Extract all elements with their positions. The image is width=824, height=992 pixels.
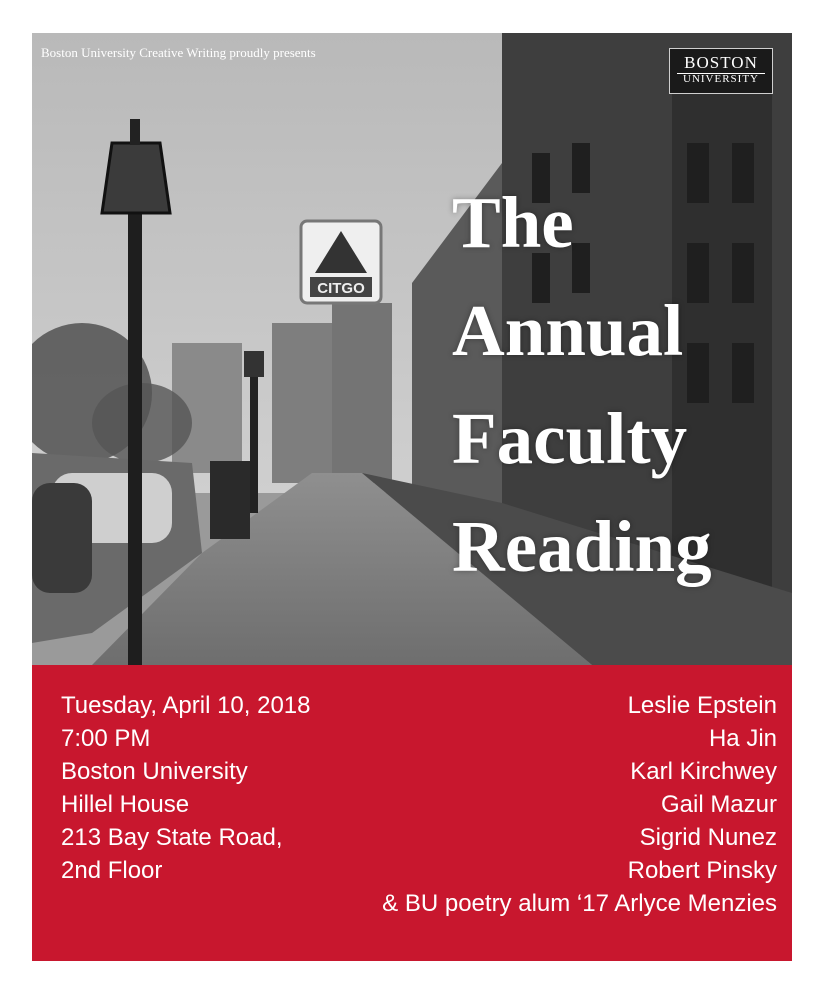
reader-name: & BU poetry alum ‘17 Arlyce Menzies xyxy=(382,890,777,917)
street-photo xyxy=(32,33,792,665)
event-address-floor: 2nd Floor xyxy=(61,857,163,884)
reader-name: Sigrid Nunez xyxy=(639,824,777,851)
event-venue: Boston University xyxy=(61,758,248,785)
presenter-credit: Boston University Creative Writing proudly presents xyxy=(41,45,316,60)
boston-university-logo xyxy=(669,48,773,94)
event-details-panel xyxy=(32,665,792,961)
event-date: Tuesday, April 10, 2018 xyxy=(61,692,311,719)
reader-name: Leslie Epstein xyxy=(627,692,777,719)
title-line: Annual xyxy=(452,290,684,371)
reader-name: Ha Jin xyxy=(708,725,777,752)
citgo-sign-text: CITGO xyxy=(317,280,365,297)
reader-name: Karl Kirchwey xyxy=(630,758,777,785)
event-poster xyxy=(32,33,792,961)
event-address: 213 Bay State Road, xyxy=(61,824,283,851)
reader-name: Robert Pinsky xyxy=(627,857,777,884)
logo-line-boston: BOSTON xyxy=(684,53,758,72)
title-line: Reading xyxy=(452,506,712,587)
event-venue-building: Hillel House xyxy=(61,791,190,818)
logo-line-university: UNIVERSITY xyxy=(683,73,759,85)
title-line: The xyxy=(452,182,574,263)
reader-list xyxy=(382,689,777,920)
event-logistics xyxy=(61,689,311,887)
reader-name: Gail Mazur xyxy=(660,791,777,818)
title-line: Faculty xyxy=(452,398,688,479)
event-time: 7:00 PM xyxy=(61,725,151,752)
poster-title xyxy=(452,169,712,601)
